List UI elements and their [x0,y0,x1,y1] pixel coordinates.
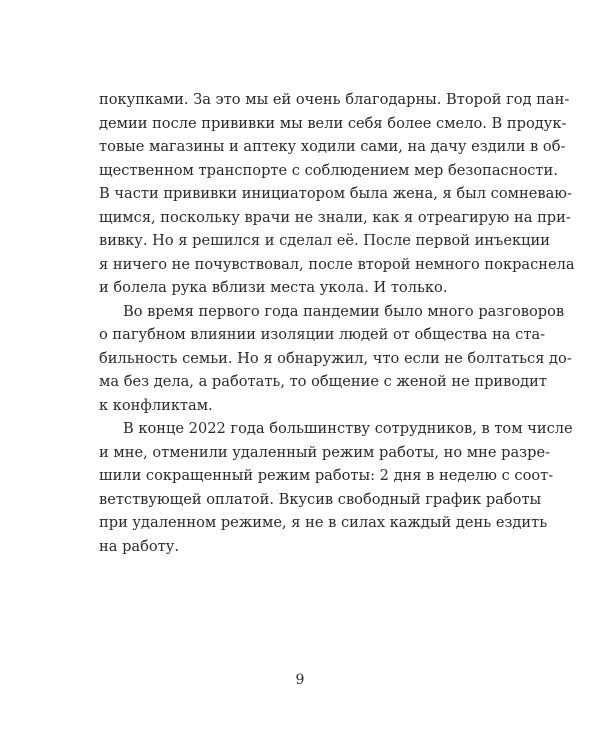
paragraph-first-line: Во время первого года пандемии было много разговоров [123,302,565,320]
text-line: и мне, отменили удаленный режим работы, но мне разре- [99,443,551,461]
text-line: ма без дела, а работать, то общение с женой не приводит [99,373,547,390]
text-line: при удаленном режиме, я не в силах каждый день ездить [99,514,548,531]
text-line: В части прививки инициатором была жена, я был сомневаю- [99,185,572,202]
text-line: на работу. [99,537,179,555]
text-line: щимся, поскольку врачи не знали, как я отреагирую на при- [99,208,571,226]
text-line: к конфликтам. [99,396,213,414]
text-line: демии после прививки мы вели себя более смело. В продук- [99,114,567,132]
text-line: бильность семьи. Но я обнаружил, что если не болтаться до- [99,349,572,367]
text-line: шили сокращенный режим работы: 2 дня в неделю с соот- [99,467,554,484]
text-line: о пагубном влиянии изоляции людей от общества на ста- [99,326,546,343]
paragraph-first-line: В конце 2022 года большинству сотрудников, в том числе [123,420,573,437]
text-line: и болела рука вблизи места укола. И только. [99,279,448,296]
text-line: товые магазины и аптеку ходили сами, на дачу ездили в об- [99,138,566,155]
text-line: щественном транспорте с соблюдением мер безопасности. [99,161,558,179]
body-text [99,88,575,558]
page-number: 9 [295,672,305,688]
text-line: покупками. За это мы ей очень благодарны. Второй год пан- [99,91,570,108]
text-line: ветствующей оплатой. Вкусив свободный график работы [99,490,542,508]
text-line: я ничего не почувствовал, после второй немного покраснела [99,255,575,273]
text-line: вивку. Но я решился и сделал её. После первой инъекции [99,232,550,249]
